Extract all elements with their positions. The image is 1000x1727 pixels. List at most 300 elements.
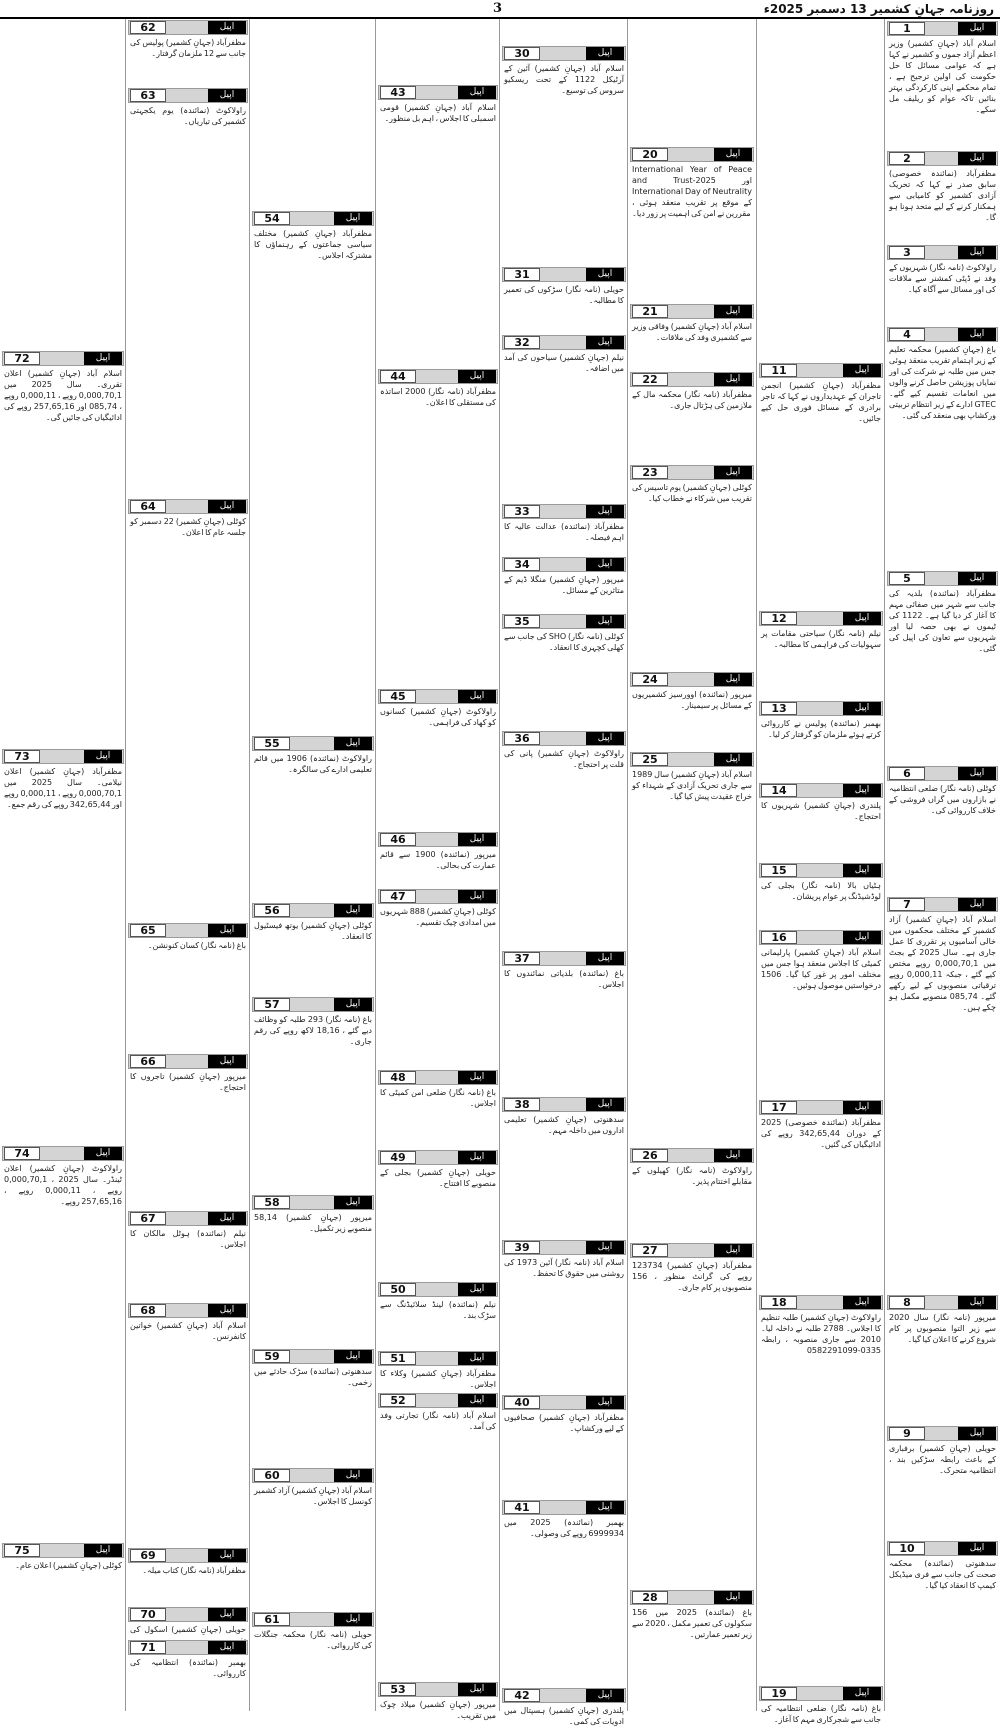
notice-header xyxy=(378,689,498,704)
notice-header xyxy=(378,85,498,100)
notice-header xyxy=(2,1543,124,1558)
notice-number: 41 xyxy=(504,1501,540,1514)
notice-69 xyxy=(128,1548,248,1605)
notice-label: اپیل xyxy=(208,21,246,34)
notice-68 xyxy=(128,1303,248,1546)
notice-number: 16 xyxy=(761,931,797,944)
notice-label: اپیل xyxy=(958,328,996,341)
notice-label: اپیل xyxy=(843,612,881,625)
notice-label: اپیل xyxy=(958,152,996,165)
notice-label: اپیل xyxy=(458,1683,496,1696)
notice-62 xyxy=(128,20,248,86)
notice-61 xyxy=(252,1612,374,1709)
notice-70 xyxy=(128,1607,248,1638)
notice-body: باغ (نمائندہ) بلدیاتی نمائندوں کا اجلاس۔ xyxy=(504,969,624,989)
page-number: 3 xyxy=(493,1,503,16)
notice-label: اپیل xyxy=(586,268,624,281)
notice-number: 38 xyxy=(504,1098,540,1111)
notice-54 xyxy=(252,211,374,734)
notice-body: راولاکوٹ (نامہ نگار) کھیلوں کے مقابلے اختتام پذیر۔ xyxy=(632,1166,752,1186)
notice-header xyxy=(502,1395,626,1410)
notice-label: اپیل xyxy=(208,1549,246,1562)
notice-body: میرپور (نمائندہ) 1900 سے قائم عمارت کی بحالی۔ xyxy=(380,850,496,870)
notice-body: سدھنوتی (جہانِ کشمیر) تعلیمی اداروں میں داخلہ مہم۔ xyxy=(504,1115,624,1135)
notice-number: 67 xyxy=(130,1212,166,1225)
notice-number: 2 xyxy=(889,152,925,165)
notice-35 xyxy=(502,614,626,729)
notice-number: 50 xyxy=(380,1283,416,1296)
notice-12 xyxy=(759,611,883,699)
notice-header xyxy=(378,1070,498,1085)
notice-body: پلندری (جہانِ کشمیر) شہریوں کا احتجاج۔ xyxy=(761,801,881,821)
notice-5 xyxy=(887,571,998,764)
notice-10 xyxy=(887,1541,998,1709)
notice-label: اپیل xyxy=(208,1608,246,1621)
notice-header xyxy=(887,1426,998,1441)
notice-body: سدھنوتی (نمائندہ) محکمہ صحت کی جانب سے فری میڈیکل کیمپ کا انعقاد کیا گیا۔ xyxy=(889,1559,996,1590)
notice-body: میرپور (جہانِ کشمیر) میلاد چوک میں تقریب۔ xyxy=(380,1700,496,1720)
notice-body: اسلام آباد (جہانِ کشمیر) اعلان تقرری۔ سال 2025 میں 0,000,70,1 روپے ، 0,000,11 روپے ، 085,74 اور 257,65,16 روپے کی ادائیگیاں کی جائیں گی۔ xyxy=(4,369,122,422)
notice-body: راولاکوٹ (جہانِ کشمیر) اعلان ٹینڈر۔ سال 2025 ، 0,000,70,1 روپے ، 0,000,11 روپے ، 257,65,16 روپے۔ xyxy=(4,1164,123,1206)
notice-label: اپیل xyxy=(586,558,624,571)
notice-number: 40 xyxy=(504,1396,540,1409)
notice-number: 13 xyxy=(761,702,797,715)
notice-body: مظفرآباد (نامہ نگار) محکمہ مال کے ملازمین کی ہڑتال جاری۔ xyxy=(632,390,752,410)
notice-72 xyxy=(2,351,124,747)
notice-body: مظفرآباد (نمائندہ) بلدیہ کی جانب سے شہر میں صفائی مہم کا آغاز کر دیا گیا ہے۔ 1122 کی ٹیموں نے بھی حصہ لیا اور شہریوں سے تعاون کی اپیل کی گئی۔ xyxy=(889,589,996,653)
notice-57 xyxy=(252,997,374,1193)
notice-number: 64 xyxy=(130,500,166,513)
notice-number: 59 xyxy=(254,1350,290,1363)
notice-header xyxy=(128,499,248,514)
notice-body: باغ (نامہ نگار) 293 طلبہ کو وظائف دیے گئے ، 18,16 لاکھ روپے کی رقم جاری۔ xyxy=(254,1015,372,1046)
notice-body: حویلی (جہانِ کشمیر) بجلی کے منصوبے کا افتتاح۔ xyxy=(380,1168,496,1188)
notice-label: اپیل xyxy=(458,833,496,846)
notice-label: اپیل xyxy=(586,1501,624,1514)
notice-header xyxy=(502,267,626,282)
notice-number: 51 xyxy=(380,1352,416,1365)
notice-body: راولاکوٹ (نامہ نگار) شہریوں کے وفد نے ڈپٹی کمشنر سے ملاقات کی اور مسائل سے آگاہ کیا۔ xyxy=(889,263,996,294)
notice-number: 1 xyxy=(889,22,925,35)
notice-body: مظفرآباد (جہانِ کشمیر) پولیس کی جانب سے 12 ملزمان گرفتار۔ xyxy=(130,38,246,58)
notice-body: باغ (نامہ نگار) ضلعی امن کمیٹی کا اجلاس۔ xyxy=(380,1088,496,1108)
notice-label: اپیل xyxy=(843,1687,881,1700)
notice-label: اپیل xyxy=(958,22,996,35)
notice-body: اسلام آباد (جہانِ کشمیر) وزیر اعظم آزاد جموں و کشمیر نے کہا ہے کہ عوامی مسائل کا حل حکومت کی اولین ترجیح ہے ، تمام محکمے اپنی کارکردگی بہتر بنائیں تاکہ عوام کو ریلیف مل سکے۔ xyxy=(889,39,996,114)
notice-header xyxy=(252,1349,374,1364)
notice-number: 18 xyxy=(761,1296,797,1309)
notice-13 xyxy=(759,701,883,781)
notice-header xyxy=(378,832,498,847)
notice-75 xyxy=(2,1543,124,1709)
notice-16 xyxy=(759,930,883,1098)
notice-body: میرپور (نمائندہ) اوورسیز کشمیریوں کے مسائل پر سیمینار۔ xyxy=(632,690,752,710)
notice-label: اپیل xyxy=(586,336,624,349)
notice-number: 71 xyxy=(130,1641,166,1654)
notice-body: راولاکوٹ (جہانِ کشمیر) پانی کی قلت پر احتجاج۔ xyxy=(504,749,624,769)
notice-59 xyxy=(252,1349,374,1466)
notice-23 xyxy=(630,465,754,670)
notice-2 xyxy=(887,151,998,243)
notice-label: اپیل xyxy=(843,931,881,944)
notice-number: 57 xyxy=(254,998,290,1011)
notice-number: 39 xyxy=(504,1241,540,1254)
notice-header xyxy=(887,766,998,781)
notice-60 xyxy=(252,1468,374,1610)
notice-8 xyxy=(887,1295,998,1424)
notice-number: 33 xyxy=(504,505,540,518)
notice-body: راولاکوٹ (نمائندہ) 1906 میں قائم تعلیمی ادارے کی سالگرہ۔ xyxy=(254,754,372,774)
notice-header xyxy=(630,1243,754,1258)
notice-number: 65 xyxy=(130,924,166,937)
notice-4 xyxy=(887,327,998,569)
notice-header xyxy=(2,351,124,366)
notice-label: اپیل xyxy=(843,1101,881,1114)
notice-header xyxy=(128,923,248,938)
notice-number: 47 xyxy=(380,890,416,903)
notice-number: 69 xyxy=(130,1549,166,1562)
notice-number: 66 xyxy=(130,1055,166,1068)
notice-header xyxy=(759,783,883,798)
notice-number: 32 xyxy=(504,336,540,349)
notice-45 xyxy=(378,689,498,830)
column-rule xyxy=(884,19,885,1711)
notice-label: اپیل xyxy=(586,1241,624,1254)
notice-number: 37 xyxy=(504,952,540,965)
notice-header xyxy=(502,731,626,746)
notice-label: اپیل xyxy=(334,1613,372,1626)
notice-header xyxy=(502,951,626,966)
notice-label: اپیل xyxy=(958,1427,996,1440)
notice-body: مظفرآباد (جہانِ کشمیر) اعلان نیلامی۔ سال 2025 میں 0,000,70,1 روپے ، 0,000,11 روپے اور 342,65,44 روپے کی رقم جمع۔ xyxy=(4,767,122,809)
notice-label: اپیل xyxy=(334,1350,372,1363)
notice-17 xyxy=(759,1100,883,1293)
notice-body: کوٹلی (نامہ نگار) SHO کی جانب سے کھلی کچہری کا انعقاد۔ xyxy=(504,632,625,652)
notice-header xyxy=(502,614,626,629)
notice-number: 36 xyxy=(504,732,540,745)
notice-number: 61 xyxy=(254,1613,290,1626)
notice-number: 30 xyxy=(504,47,540,60)
notice-67 xyxy=(128,1211,248,1301)
notice-body: بھمبر (نمائندہ) 2025 میں 6999934 روپے کی وصولی۔ xyxy=(504,1518,624,1538)
notice-header xyxy=(887,1295,998,1310)
notice-header xyxy=(378,369,498,384)
notice-label: اپیل xyxy=(958,898,996,911)
notice-label: اپیل xyxy=(334,904,372,917)
notice-body: میرپور (جہانِ کشمیر) 58,14 منصوبے زیر تکمیل۔ xyxy=(254,1213,372,1233)
notice-6 xyxy=(887,766,998,895)
notice-header xyxy=(252,903,374,918)
notice-label: اپیل xyxy=(586,952,624,965)
notice-body: کوٹلی (جہانِ کشمیر) یوم تاسیس کی تقریب میں شرکاء نے خطاب کیا۔ xyxy=(632,483,752,503)
notice-number: 20 xyxy=(632,148,668,161)
notice-label: اپیل xyxy=(458,370,496,383)
notice-header xyxy=(630,1590,754,1605)
notice-number: 12 xyxy=(761,612,797,625)
notice-number: 49 xyxy=(380,1151,416,1164)
notice-label: اپیل xyxy=(843,702,881,715)
notice-header xyxy=(252,736,374,751)
notice-body: اسلام آباد (جہانِ کشمیر) سال 1989 سے جاری تحریک آزادی کے شہداء کو خراج عقیدت پیش کیا گیا۔ xyxy=(632,770,752,801)
notice-header xyxy=(887,1541,998,1556)
notice-header xyxy=(759,1100,883,1115)
notice-47 xyxy=(378,889,498,1068)
notice-18 xyxy=(759,1295,883,1684)
notice-body: راولاکوٹ (جہانِ کشمیر) طلبہ تنظیم کا اجلاس۔ 2788 طلبہ نے داخلہ لیا۔ 2010 سے جاری منصوبہ ، رابطہ 0335-0582291099 xyxy=(761,1313,881,1355)
notice-body: International Year of Peace and Trust-2025 اور International Day of Neutrality کے موقع پر تقریب منعقد ہوئی ، مقررین نے امن کی اہمیت پر زور دیا۔ xyxy=(632,165,752,218)
column-rule xyxy=(499,19,500,1711)
notice-body: اسلام آباد (جہانِ کشمیر) خواتین کانفرنس۔ xyxy=(130,1321,246,1341)
notice-50 xyxy=(378,1282,498,1349)
notice-body: اسلام آباد (جہانِ کشمیر) آئین کے آرٹیکل 1122 کے تحت ریسکیو سروس کی توسیع۔ xyxy=(504,64,624,95)
notice-number: 8 xyxy=(889,1296,925,1309)
notice-label: اپیل xyxy=(714,753,752,766)
notice-body: کوٹلی (نامہ نگار) ضلعی انتظامیہ نے بازاروں میں گراں فروشی کے خلاف کارروائی کی۔ xyxy=(889,784,996,815)
notice-label: اپیل xyxy=(334,1196,372,1209)
notice-label: اپیل xyxy=(586,47,624,60)
notice-number: 55 xyxy=(254,737,290,750)
notice-label: اپیل xyxy=(458,1394,496,1407)
notice-41 xyxy=(502,1500,626,1686)
notice-body: اسلام آباد (جہانِ کشمیر) آزاد کشمیر کے مختلف محکموں میں خالی آسامیوں پر تقرری کا عمل جاری ہے۔ سال 2025 کے بجٹ میں 0,000,70,1 روپے مختص کیے گئے ، جبکہ 0,000,11 روپے ترقیاتی منصوبوں کے لیے رکھے گئے۔ 085,74 منصوبے مکمل ہو چکے ہیں۔ xyxy=(889,915,997,1012)
notice-number: 52 xyxy=(380,1394,416,1407)
notice-number: 6 xyxy=(889,767,925,780)
notice-header xyxy=(128,1607,248,1622)
notice-number: 62 xyxy=(130,21,166,34)
notice-body: نیلم (نمائندہ) لینڈ سلائیڈنگ سے سڑک بند۔ xyxy=(380,1300,496,1320)
notice-label: اپیل xyxy=(84,1147,122,1160)
notice-body: اسلام آباد (جہانِ کشمیر) قومی اسمبلی کا اجلاس ، اہم بل منظور۔ xyxy=(380,103,496,123)
notice-header xyxy=(887,151,998,166)
notice-52 xyxy=(378,1393,498,1680)
notice-label: اپیل xyxy=(334,737,372,750)
notice-body: کوٹلی (جہانِ کشمیر) اعلان عام۔ xyxy=(15,1561,122,1570)
column-rule xyxy=(249,19,250,1711)
notice-55 xyxy=(252,736,374,901)
notice-9 xyxy=(887,1426,998,1539)
notice-header xyxy=(630,752,754,767)
notice-33 xyxy=(502,504,626,555)
notice-number: 48 xyxy=(380,1071,416,1084)
notice-label: اپیل xyxy=(714,673,752,686)
notice-body: بھمبر (نمائندہ) پولیس نے کارروائی کرتے ہوئے ملزمان کو گرفتار کر لیا۔ xyxy=(761,719,881,739)
notice-body: مظفرآباد (جہانِ کشمیر) 123734 روپے کی گرانٹ منظور ، 156 منصوبوں پر کام جاری۔ xyxy=(632,1261,752,1292)
notice-28 xyxy=(630,1590,754,1709)
notice-19 xyxy=(759,1686,883,1724)
notice-label: اپیل xyxy=(586,505,624,518)
column-rule xyxy=(627,19,628,1711)
notice-number: 28 xyxy=(632,1591,668,1604)
notice-number: 22 xyxy=(632,373,668,386)
notice-number: 10 xyxy=(889,1542,925,1555)
notice-number: 35 xyxy=(504,615,540,628)
notice-label: اپیل xyxy=(458,1283,496,1296)
notice-58 xyxy=(252,1195,374,1347)
notice-header xyxy=(128,1548,248,1563)
notice-label: اپیل xyxy=(714,466,752,479)
masthead-rule xyxy=(0,17,1000,19)
notice-56 xyxy=(252,903,374,995)
notice-46 xyxy=(378,832,498,887)
notice-header xyxy=(378,1682,498,1697)
notice-label: اپیل xyxy=(843,784,881,797)
notice-header xyxy=(378,1393,498,1408)
notice-21 xyxy=(630,304,754,370)
notice-number: 24 xyxy=(632,673,668,686)
notice-number: 53 xyxy=(380,1683,416,1696)
notice-38 xyxy=(502,1097,626,1238)
notice-37 xyxy=(502,951,626,1095)
notice-number: 4 xyxy=(889,328,925,341)
notice-header xyxy=(502,1500,626,1515)
notice-label: اپیل xyxy=(586,732,624,745)
notice-number: 25 xyxy=(632,753,668,766)
notice-body: مظفرآباد (جہانِ کشمیر) مختلف سیاسی جماعتوں کے رہنماؤں کا مشترکہ اجلاس۔ xyxy=(254,229,372,260)
notice-header xyxy=(630,672,754,687)
notice-11 xyxy=(759,363,883,609)
notice-number: 26 xyxy=(632,1149,668,1162)
notice-header xyxy=(759,930,883,945)
notice-header xyxy=(252,211,374,226)
notice-26 xyxy=(630,1148,754,1241)
notice-label: اپیل xyxy=(208,89,246,102)
notice-header xyxy=(2,749,124,764)
notice-body: پلندری (جہانِ کشمیر) ہسپتال میں ادویات کی کمی۔ xyxy=(504,1706,624,1726)
notice-header xyxy=(502,335,626,350)
notice-header xyxy=(378,1351,498,1366)
notice-number: 27 xyxy=(632,1244,668,1257)
notice-header xyxy=(502,46,626,61)
notice-label: اپیل xyxy=(458,86,496,99)
notice-body: میرپور (جہانِ کشمیر) تاجروں کا احتجاج۔ xyxy=(130,1072,246,1092)
notice-number: 11 xyxy=(761,364,797,377)
notice-number: 44 xyxy=(380,370,416,383)
notice-body: مظفرآباد (جہانِ کشمیر) وکلاء کا اجلاس۔ xyxy=(380,1369,496,1389)
notice-label: اپیل xyxy=(208,1212,246,1225)
notice-27 xyxy=(630,1243,754,1588)
notice-64 xyxy=(128,499,248,921)
notice-number: 19 xyxy=(761,1687,797,1700)
notice-body: باغ (نمائندہ) 2025 میں 156 سکولوں کی تعمیر مکمل ، 2020 سے زیر تعمیر عمارتیں۔ xyxy=(632,1608,752,1639)
notice-header xyxy=(502,557,626,572)
notice-label: اپیل xyxy=(843,1296,881,1309)
notice-body: راولاکوٹ (جہانِ کشمیر) کسانوں کو کھاد کی فراہمی۔ xyxy=(380,707,496,727)
notice-body: باغ (نامہ نگار) ضلعی انتظامیہ کی جانب سے شجرکاری مہم کا آغاز۔ xyxy=(761,1704,881,1724)
notice-header xyxy=(887,21,998,36)
notice-body: میرپور (جہانِ کشمیر) منگلا ڈیم کے متاثرین کے مسائل۔ xyxy=(504,575,624,595)
notice-label: اپیل xyxy=(458,890,496,903)
notice-label: اپیل xyxy=(208,500,246,513)
masthead-title: روزنامہ جہانِ کشمیر 13 دسمبر 2025ء xyxy=(763,2,994,16)
notice-65 xyxy=(128,923,248,1052)
notice-32 xyxy=(502,335,626,502)
notice-label: اپیل xyxy=(958,1296,996,1309)
notice-body: اسلام آباد (نامہ نگار) تجارتی وفد کی آمد۔ xyxy=(380,1411,496,1431)
notice-body: مظفرآباد (جہانِ کشمیر) صحافیوں کے لیے ورکشاپ۔ xyxy=(504,1413,624,1433)
notice-number: 72 xyxy=(4,352,40,365)
notice-header xyxy=(252,1195,374,1210)
notice-3 xyxy=(887,245,998,325)
notice-number: 75 xyxy=(4,1544,40,1557)
notice-header xyxy=(128,20,248,35)
notice-body: مظفرآباد (جہانِ کشمیر) انجمن تاجران کے عہدیداروں نے کہا کہ تاجر برادری کے مسائل فوری حل کیے جائیں۔ xyxy=(761,381,881,423)
notice-number: 17 xyxy=(761,1101,797,1114)
notice-74 xyxy=(2,1146,124,1541)
notice-number: 23 xyxy=(632,466,668,479)
notice-header xyxy=(128,1640,248,1655)
notice-number: 31 xyxy=(504,268,540,281)
notice-header xyxy=(378,1150,498,1165)
notice-label: اپیل xyxy=(208,924,246,937)
notice-body: راولاکوٹ (نمائندہ) یوم یکجہتی کشمیر کی تیاریاں۔ xyxy=(130,106,246,126)
notice-body: مظفرآباد (نامہ نگار) کتاب میلہ۔ xyxy=(142,1566,246,1575)
notice-48 xyxy=(378,1070,498,1148)
notice-14 xyxy=(759,783,883,861)
notice-body: اسلام آباد (جہانِ کشمیر) آزاد کشمیر کونسل کا اجلاس۔ xyxy=(254,1486,372,1506)
notice-body: مظفرآباد (نامہ نگار) 2000 اساتذہ کی مستقلی کا اعلان۔ xyxy=(380,387,496,407)
notice-31 xyxy=(502,267,626,333)
notice-39 xyxy=(502,1240,626,1393)
notice-label: اپیل xyxy=(458,1151,496,1164)
notice-label: اپیل xyxy=(714,1149,752,1162)
notice-header xyxy=(128,1054,248,1069)
notice-body: ہٹیاں بالا (نامہ نگار) بجلی کی لوڈشیڈنگ پر عوام پریشان۔ xyxy=(761,881,881,901)
notice-42 xyxy=(502,1688,626,1726)
notice-number: 73 xyxy=(4,750,40,763)
notice-label: اپیل xyxy=(958,1542,996,1555)
notice-body: حویلی (نامہ نگار) سڑکوں کی تعمیر کا مطالبہ۔ xyxy=(504,285,624,305)
notice-header xyxy=(378,889,498,904)
notice-header xyxy=(630,304,754,319)
notice-header xyxy=(378,1282,498,1297)
notice-body: کوٹلی (جہانِ کشمیر) 888 شہریوں میں امدادی چیک تقسیم۔ xyxy=(380,907,496,927)
notice-number: 70 xyxy=(130,1608,166,1621)
notice-number: 21 xyxy=(632,305,668,318)
notice-label: اپیل xyxy=(714,148,752,161)
notice-body: اسلام آباد (جہانِ کشمیر) پارلیمانی کمیٹی کا اجلاس منعقد ہوا جس میں مختلف امور پر غور کیا گیا۔ 1506 درخواستیں موصول ہوئیں۔ xyxy=(761,948,881,990)
notice-40 xyxy=(502,1395,626,1498)
notice-body: نیلم (جہانِ کشمیر) سیاحوں کی آمد میں اضافہ۔ xyxy=(504,353,624,373)
notice-body: باغ (جہانِ کشمیر) محکمہ تعلیم کے زیر اہتمام تقریب منعقد ہوئی جس میں طلبہ نے شرکت کی اور نمایاں پوزیشن حاصل کرنے والوں میں انعامات تقسیم کیے گئے۔ GTEC ادارے کے زیر انتظام تربیتی ورکشاپ بھی منعقد کی گئی۔ xyxy=(889,345,996,420)
notice-label: اپیل xyxy=(334,1469,372,1482)
notice-label: اپیل xyxy=(958,572,996,585)
column-rule xyxy=(125,19,126,1711)
notice-71 xyxy=(128,1640,248,1709)
notice-label: اپیل xyxy=(843,364,881,377)
notice-22 xyxy=(630,372,754,463)
notice-header xyxy=(502,1097,626,1112)
notice-header xyxy=(630,372,754,387)
notice-44 xyxy=(378,369,498,687)
notice-body: بھمبر (نمائندہ) انتظامیہ کی کارروائی۔ xyxy=(130,1658,246,1678)
notice-73 xyxy=(2,749,124,1144)
notice-number: 42 xyxy=(504,1689,540,1702)
notice-label: اپیل xyxy=(958,767,996,780)
notice-label: اپیل xyxy=(714,373,752,386)
notice-number: 7 xyxy=(889,898,925,911)
notice-label: اپیل xyxy=(458,1352,496,1365)
notice-number: 74 xyxy=(4,1147,40,1160)
notice-label: اپیل xyxy=(334,212,372,225)
notice-label: اپیل xyxy=(843,864,881,877)
notice-number: 58 xyxy=(254,1196,290,1209)
notice-header xyxy=(759,611,883,626)
notice-label: اپیل xyxy=(208,1055,246,1068)
notice-header xyxy=(2,1146,124,1161)
notice-15 xyxy=(759,863,883,928)
notice-43 xyxy=(378,85,498,367)
notice-label: اپیل xyxy=(714,305,752,318)
